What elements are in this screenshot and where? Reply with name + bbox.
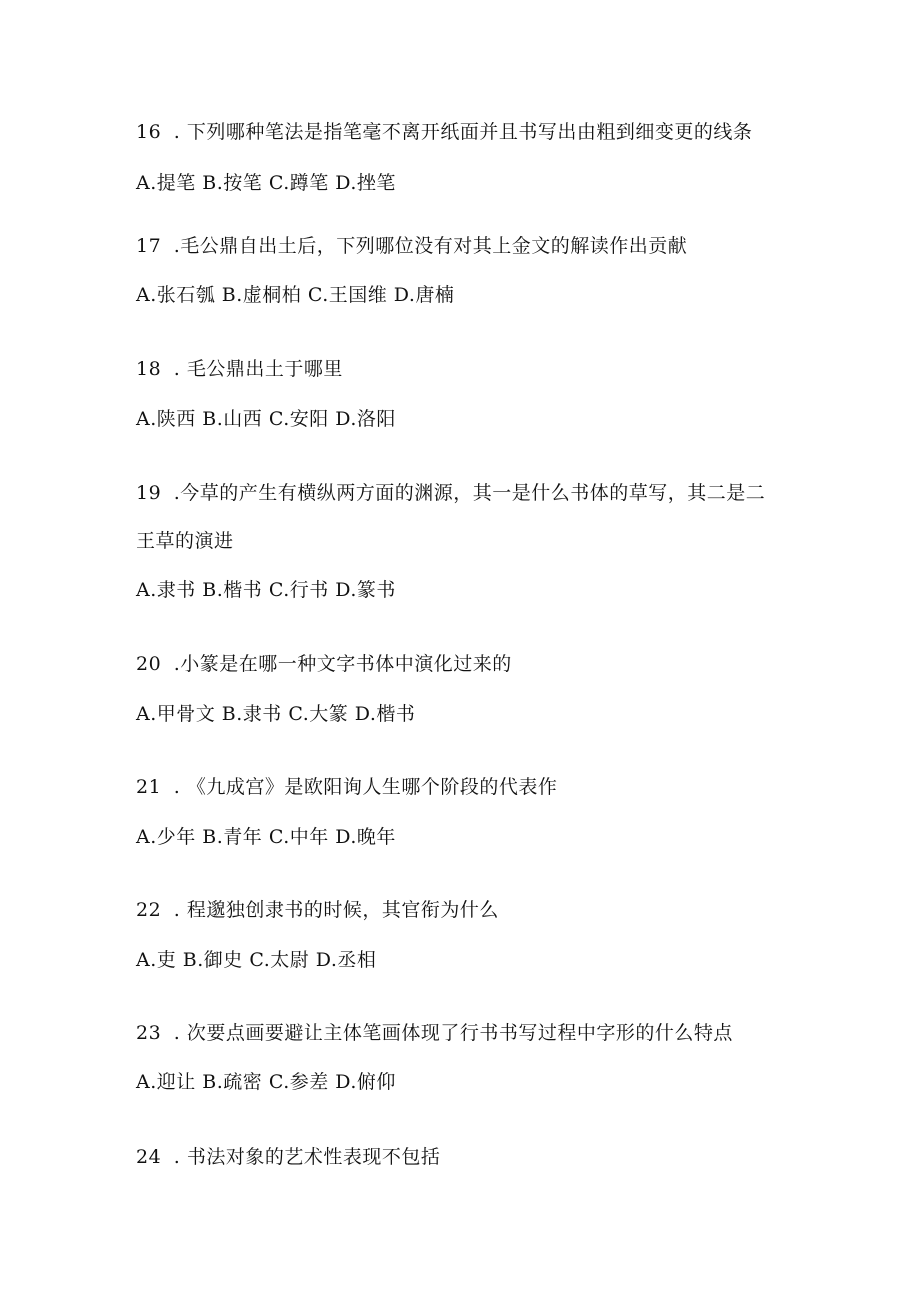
- question-text: . 毛公鼎出土于哪里: [173, 358, 343, 380]
- question-20-options: A.甲骨文 B.隶书 C.大篆 D.楷书: [136, 703, 416, 725]
- question-22-options: A.吏 B.御史 C.太尉 D.丞相: [136, 949, 377, 971]
- question-17-options: A.张石瓠 B.虚桐柏 C.王国维 D.唐楠: [136, 284, 455, 306]
- question-24-stem: [136, 1145, 440, 1169]
- question-text: .小篆是在哪一种文字书体中演化过来的: [173, 653, 512, 675]
- question-text: .毛公鼎自出土后，下列哪位没有对其上金文的解读作出贡献: [173, 235, 688, 257]
- question-21-options: A.少年 B.青年 C.中年 D.晚年: [136, 826, 396, 848]
- question-18-stem: [136, 357, 343, 381]
- question-number: 19: [136, 482, 162, 504]
- question-number: 21: [136, 776, 162, 798]
- question-22-stem: [136, 898, 499, 922]
- question-20-stem: [136, 652, 512, 676]
- question-23-options: A.迎让 B.疏密 C.参差 D.俯仰: [136, 1071, 396, 1093]
- question-19-options: A.隶书 B.楷书 C.行书 D.篆书: [136, 579, 396, 601]
- question-number: 16: [136, 121, 162, 143]
- question-number: 18: [136, 358, 162, 380]
- question-16-options: A.提笔 B.按笔 C.蹲笔 D.挫笔: [136, 172, 396, 194]
- question-17-stem: [136, 234, 687, 258]
- question-number: 17: [136, 235, 162, 257]
- question-18-options: A.陕西 B.山西 C.安阳 D.洛阳: [136, 408, 396, 430]
- question-number: 20: [136, 653, 162, 675]
- question-text: . 《九成宫》是欧阳询人生哪个阶段的代表作: [173, 776, 558, 798]
- question-number: 22: [136, 899, 162, 921]
- question-text: . 次要点画要避让主体笔画体现了行书书写过程中字形的什么特点: [173, 1022, 733, 1044]
- question-text: . 书法对象的艺术性表现不包括: [173, 1146, 441, 1168]
- question-number: 24: [136, 1146, 162, 1168]
- question-23-stem: [136, 1021, 733, 1045]
- question-21-stem: [136, 775, 557, 799]
- question-text: . 下列哪种笔法是指笔毫不离开纸面并且书写出由粗到细变更的线条: [173, 121, 753, 143]
- question-19-stem-continued: 王草的演进: [136, 530, 234, 552]
- question-text: . 程邈独创隶书的时候，其官衔为什么: [173, 899, 499, 921]
- question-16-stem: [136, 120, 752, 144]
- question-text: .今草的产生有横纵两方面的渊源，其一是什么书体的草写，其二是二: [173, 482, 766, 504]
- question-19-stem: [136, 481, 765, 505]
- question-number: 23: [136, 1022, 162, 1044]
